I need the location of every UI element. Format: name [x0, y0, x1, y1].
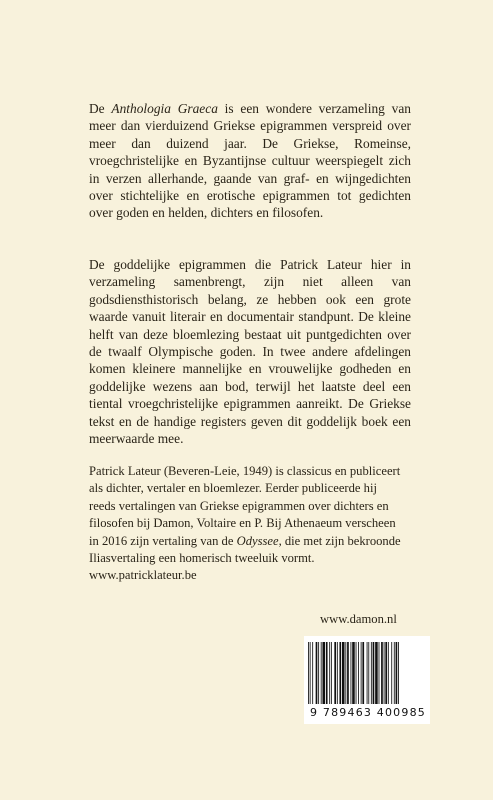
barcode-bar — [362, 642, 364, 704]
barcode-bar — [347, 642, 349, 704]
barcode-bar — [329, 642, 330, 704]
barcode-bar — [398, 642, 399, 704]
bio-line5-post: , die met zijn bekroonde — [278, 533, 401, 548]
blurb-paragraph-1 — [89, 100, 411, 222]
book-title-anthologia: Anthologia Graeca — [111, 101, 218, 116]
barcode-bar — [342, 642, 345, 704]
barcode-bar — [326, 642, 328, 704]
barcode-bar — [361, 642, 362, 704]
barcode-bar — [371, 642, 372, 704]
blurb-p1-post: is een wondere verzameling van meer dan vierduizend Griekse epigrammen verspreid over meer dan duizend jaar. De Griekse, Romeinse, vroegchristelijke en Byzantijnse cultuur weerspiegelt zich in verzen allerhande, gaande van graf- en wijngedichten over stichtelijke en erotische epigrammen tot gedichten over goden en helden, dichters en filosofen. — [89, 101, 411, 221]
barcode-bar — [308, 642, 309, 704]
barcode-bar — [337, 642, 338, 704]
bio-line5-pre: in 2016 zijn vertaling van de — [89, 533, 237, 548]
blurb-p1-pre: De — [89, 101, 112, 116]
isbn-barcode — [304, 636, 430, 724]
barcode-bar — [381, 642, 383, 704]
bio-line: als dichter, vertaler en bloemlezer. Eerder publiceerde hij — [89, 481, 377, 496]
odyssee-title: Odyssee — [236, 533, 279, 548]
barcode-bar — [356, 642, 357, 704]
barcode-bar — [379, 642, 380, 704]
bio-line — [89, 533, 419, 550]
barcode-bar — [388, 642, 389, 704]
barcode-bar — [352, 642, 355, 704]
barcode-bar — [312, 642, 313, 704]
barcode-bar — [373, 642, 375, 704]
barcode-bar — [331, 642, 332, 704]
barcode-bar — [375, 642, 378, 704]
bio-line: filosofen bij Damon, Voltaire en P. Bij Athenaeum verscheen — [89, 516, 396, 531]
barcode-bar — [368, 642, 369, 704]
barcode-bar — [367, 642, 368, 704]
barcode-bar — [385, 642, 387, 704]
barcode-bar — [358, 642, 359, 704]
barcode-bar — [394, 642, 395, 704]
bio-line: reeds vertalingen van Griekse epigrammen over dichters en — [89, 498, 389, 513]
barcode-bar — [391, 642, 392, 704]
barcode-bar — [310, 642, 311, 704]
publisher-website-link[interactable]: www.damon.nl — [320, 612, 397, 626]
barcode-bar — [316, 642, 318, 704]
barcode-bar — [396, 642, 398, 704]
barcode-bar — [345, 642, 346, 704]
blurb-p2-text: De goddelijke epigrammen die Patrick Lateur hier in verzameling samenbrengt, zijn niet alleen van godsdiensthistorisch belang, ze hebben ook een grote waarde vanuit literair en documentair standpunt. De kleine helft van deze bloemlezing bestaat uit puntgedichten over de twaalf Olympische goden. In twee andere afdelingen komen kleinere mannelijke en vrouwelijke godheden en goddelijke wezens aan bod, terwijl het laatste deel een tiental vroegchristelijke epigrammen aanreikt. De Griekse tekst en de handige registers geven dit goddelijk boek een meerwaarde mee. — [89, 257, 411, 447]
isbn-number: 9 789463 400985 — [310, 706, 426, 719]
author-bio — [89, 463, 419, 585]
barcode-bar — [318, 642, 319, 704]
barcode-bars — [308, 642, 426, 704]
barcode-bar — [322, 642, 325, 704]
barcode-bar — [339, 642, 341, 704]
barcode-bar — [334, 642, 336, 704]
author-website-link[interactable]: www.patricklateur.be — [89, 568, 197, 583]
barcode-bar — [321, 642, 322, 704]
blurb-paragraph-2 — [89, 256, 411, 447]
bio-line: Iliasvertaling een homerisch tweeluik vormt. — [89, 551, 315, 566]
barcode-bar — [384, 642, 385, 704]
barcode-bar — [351, 642, 352, 704]
bio-line: Patrick Lateur (Beveren-Leie, 1949) is classicus en publiceert — [89, 464, 401, 478]
